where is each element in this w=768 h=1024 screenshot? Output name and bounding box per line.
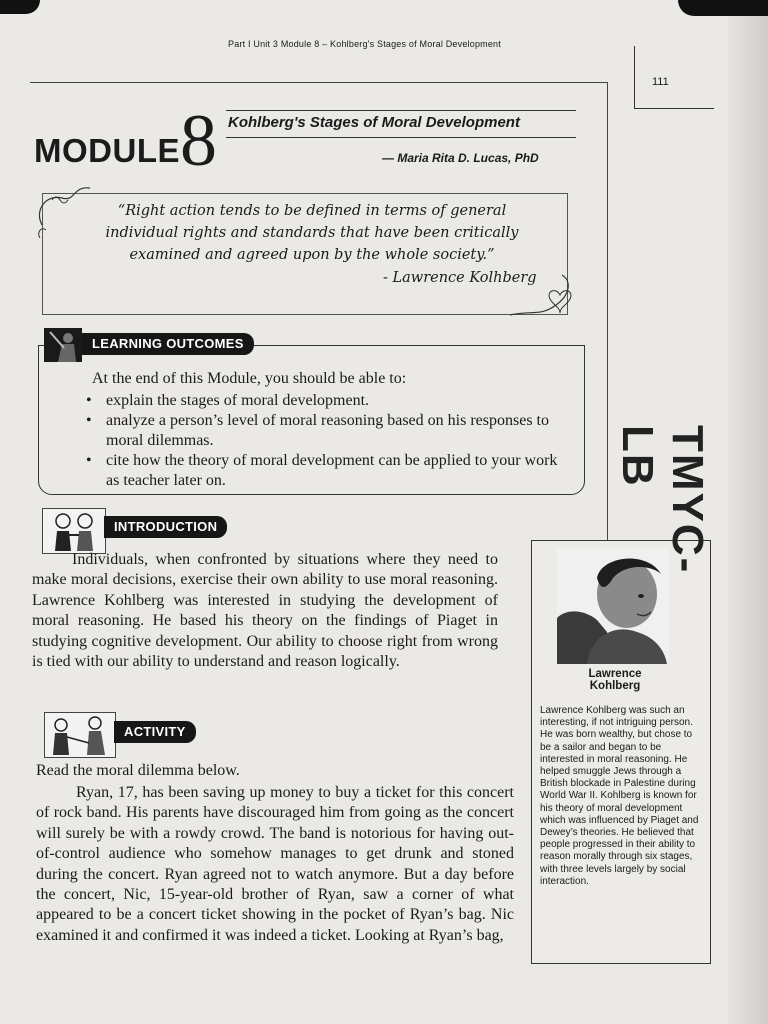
list-item-text: analyze a person’s level of moral reasoning based on his responses to moral dilemmas. — [106, 412, 549, 449]
list-item — [86, 391, 566, 411]
module-label: MODULE — [34, 132, 180, 169]
page-number: 111 — [652, 76, 669, 88]
frame-right-rule — [607, 82, 608, 540]
activity-heading: ACTIVITY — [114, 721, 196, 743]
scan-corner-shadow — [0, 0, 40, 14]
frame-top-rule — [30, 82, 608, 83]
list-item — [86, 411, 566, 451]
learning-outcomes-heading: LEARNING OUTCOMES — [82, 333, 254, 355]
activity-instruction: Read the moral dilemma below. — [36, 762, 240, 779]
list-item — [86, 451, 566, 491]
header-rule-vertical — [634, 46, 635, 108]
handwritten-margin-note: TMYC-LB — [613, 425, 712, 575]
activity-dilemma-text: Ryan, 17, has been saving up money to buy a ticket for this concert of rock band. His parents have discouraged him from going as the concert will surely be with a rowdy crowd. The band is notorious for having out-of-control audience who somehow manages to get drunk and stoned during the concert. Ryan agreed not to watch anymore. But a day before the concert, Nic, 15-year-old brother of Ryan, saw a corner of what appeared to be a concert ticket showing in the pocket of Ryan’s bag. Nic examined it and confirmed it was indeed a ticket. Looking at Ryan’s bag, — [36, 784, 514, 944]
people-activity-icon — [44, 712, 116, 758]
title-rule-bottom — [226, 137, 576, 138]
teacher-pointer-icon — [44, 328, 82, 362]
quote-line: examined and agreed upon by the whole society.” — [129, 247, 495, 263]
learning-outcomes-list — [86, 391, 566, 491]
list-item-text: cite how the theory of moral development can be applied to your work as teacher later on. — [106, 452, 558, 489]
scan-corner-shadow-right — [678, 0, 768, 16]
page-edge — [728, 0, 768, 1024]
quote-line: “Right action tends to be defined in terms of general — [117, 203, 507, 219]
portrait-caption — [560, 668, 670, 692]
list-item-text: explain the stages of moral development. — [106, 392, 370, 409]
caption-first-name: Lawrence — [588, 668, 642, 680]
module-author: — Maria Rita D. Lucas, PhD — [382, 151, 539, 165]
introduction-heading: INTRODUCTION — [104, 516, 227, 538]
kohlberg-bio: Lawrence Kohlberg was such an interesting, if not intriguing person. He was born wealthy, but chose to be a sailor and began to be interested in moral reasoning. He helped smuggle Jews through a British blockade in Palestine during World War II. Kohlberg is known for his theory of moral development which was influenced by Piaget and Dewey’s theories. He believed that people progressed in their ability to reason morally through six stages, with three levels largely by social interaction. — [540, 705, 699, 887]
quote-line: individual rights and standards that have been critically — [105, 225, 519, 241]
bullet: • — [86, 412, 92, 429]
introduction-paragraph: Individuals, when confronted by situations where they need to make moral decisions, exercise their own ability to use moral reasoning. Lawrence Kohlberg was interested in studying the development of moral reasoning. He based his theory on the findings of Piaget in studying cognitive development. Our ability to choose right from wrong is tied with our ability to understand and reason logically. — [32, 551, 498, 671]
people-greeting-icon — [42, 508, 106, 554]
bullet: • — [86, 392, 92, 409]
running-head: Part I Unit 3 Module 8 – Kohlberg's Stages of Moral Development — [228, 39, 501, 49]
module-title: Kohlberg's Stages of Moral Development — [228, 114, 520, 131]
learning-outcomes-intro: At the end of this Module, you should be able to: — [92, 370, 407, 387]
title-rule-top — [226, 110, 576, 111]
module-number: 8 — [180, 100, 217, 182]
quote-text — [52, 200, 572, 266]
quote-attribution: - Lawrence Kolhberg — [383, 270, 537, 286]
header-rule-horizontal — [634, 108, 714, 109]
bullet: • — [86, 452, 92, 469]
caption-last-name: Kohlberg — [589, 680, 641, 692]
